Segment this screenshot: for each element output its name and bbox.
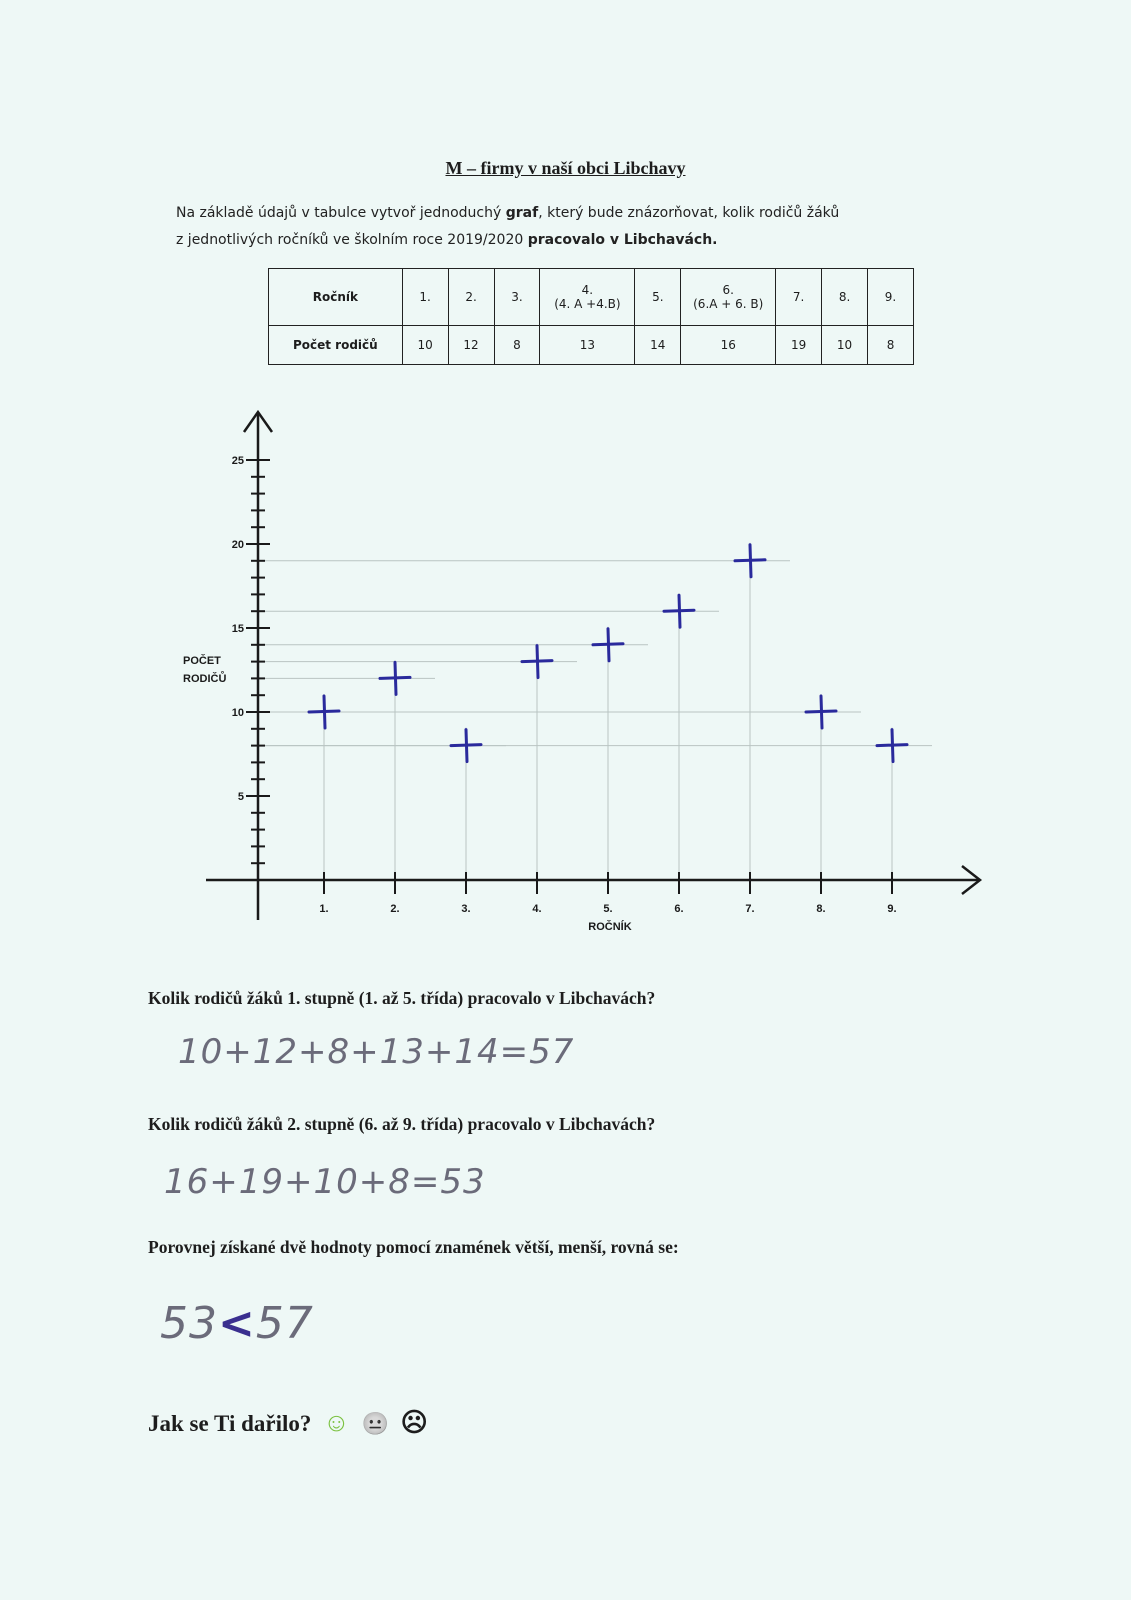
- table-cell-grade: 4.: [581, 283, 594, 297]
- marker-stroke-vertical: [395, 662, 396, 694]
- table-cell-parents: 8: [868, 326, 914, 365]
- question-3: Porovnej získané dvě hodnoty pomocí znamének větší, menší, rovná se:: [148, 1237, 679, 1257]
- marker-stroke-vertical: [466, 730, 467, 762]
- data-point-marker: [806, 696, 836, 728]
- instructions-line-2: [176, 229, 936, 251]
- table-cell-grade: 3.: [494, 269, 540, 326]
- table-cell-grade: 5.: [635, 269, 681, 326]
- y-axis-label: RODIČŮ: [183, 673, 227, 685]
- question-2: Kolik rodičů žáků 2. stupně (6. až 9. třída) pracovalo v Libchavách?: [148, 1114, 656, 1134]
- table-cell-parents: 16: [681, 326, 776, 365]
- neutral-face-icon[interactable]: 😐: [361, 1411, 389, 1436]
- chart: [0, 400, 1131, 960]
- answer-3-left: 53: [160, 1298, 218, 1349]
- y-tick-label: 20: [231, 539, 244, 551]
- y-tick-label: 15: [231, 623, 244, 635]
- instructions-bold-graf: graf: [505, 205, 539, 221]
- instructions-bold-place: pracovalo v Libchavách.: [527, 232, 718, 248]
- x-tick-label: 9.: [887, 903, 897, 915]
- instructions-text: , který bude znázorňovat, kolik rodičů žáků: [538, 205, 840, 221]
- y-tick-label: 5: [237, 791, 244, 803]
- table-cell-parents: 19: [776, 326, 822, 365]
- table-cell-grade: 1.: [402, 269, 448, 326]
- x-tick-label: 3.: [461, 903, 471, 915]
- y-tick-label: 10: [231, 707, 244, 719]
- marker-stroke-vertical: [537, 646, 538, 678]
- table-cell-parents: 14: [635, 326, 681, 365]
- marker-stroke-vertical: [608, 629, 609, 661]
- x-tick-label: 6.: [674, 903, 684, 915]
- x-axis-label: ROČNÍK: [588, 921, 632, 933]
- x-tick-label: 1.: [319, 903, 329, 915]
- answer-3-sign: <: [218, 1298, 256, 1349]
- table-cell-parents: 13: [540, 326, 635, 365]
- answer-3-right: 57: [255, 1298, 314, 1349]
- instructions-text: Na základě údajů v tabulce vytvoř jednoduchý: [176, 205, 506, 221]
- happy-face-icon[interactable]: ☺: [323, 1408, 350, 1437]
- answer-1: 10+12+8+13+14=57: [178, 1032, 575, 1072]
- data-point-marker: [735, 545, 765, 577]
- question-1: Kolik rodičů žáků 1. stupně (1. až 5. třída) pracovalo v Libchavách?: [148, 988, 656, 1008]
- x-tick-label: 5.: [603, 903, 613, 915]
- marker-stroke-vertical: [679, 595, 680, 627]
- table-cell-grade-sub: (6.A + 6. B): [693, 297, 764, 311]
- x-tick-label: 4.: [532, 903, 542, 915]
- table-cell-parents: 10: [822, 326, 868, 365]
- instructions-text: z jednotlivých ročníků ve školním roce 2019/2020: [176, 232, 528, 248]
- x-tick-label: 8.: [816, 903, 826, 915]
- table-cell-grade: 6.: [722, 283, 734, 297]
- data-point-marker: [664, 595, 694, 627]
- y-tick-label: 25: [231, 455, 244, 467]
- y-axis-label: POČET: [183, 655, 221, 667]
- table-cell-parents: 8: [494, 326, 540, 365]
- answer-2: 16+19+10+8=53: [164, 1162, 486, 1202]
- data-point-marker: [309, 696, 339, 728]
- answer-3: [160, 1298, 314, 1349]
- table-cell-grade-4: [540, 269, 635, 326]
- marker-stroke-vertical: [821, 696, 822, 728]
- table-header-parents: Počet rodičů: [269, 326, 403, 365]
- data-point-marker: [593, 629, 623, 661]
- closing-row: [148, 1408, 428, 1438]
- marker-stroke-vertical: [324, 696, 325, 728]
- table-row-grades: [269, 269, 914, 326]
- data-point-marker: [380, 662, 410, 694]
- table-cell-grade-6: [681, 269, 776, 326]
- instructions-line-1: [176, 202, 936, 224]
- table-header-grade: Ročník: [269, 269, 403, 326]
- closing-question: Jak se Ti dařilo?: [148, 1411, 312, 1436]
- data-table: [268, 268, 914, 365]
- data-point-marker: [522, 646, 552, 678]
- marker-stroke-vertical: [750, 545, 751, 577]
- table-cell-grade: 2.: [448, 269, 494, 326]
- table-cell-parents: 12: [448, 326, 494, 365]
- page-title: M – firmy v naší obci Libchavy: [445, 158, 686, 178]
- x-tick-label: 2.: [390, 903, 400, 915]
- data-point-marker: [877, 730, 907, 762]
- table-cell-grade: 9.: [868, 269, 914, 326]
- table-cell-parents: 10: [402, 326, 448, 365]
- sad-face-icon[interactable]: ☹: [400, 1408, 428, 1437]
- table-cell-grade-sub: (4. A +4.B): [554, 297, 621, 311]
- marker-stroke-vertical: [892, 730, 893, 762]
- data-point-marker: [451, 730, 481, 762]
- x-tick-label: 7.: [745, 903, 755, 915]
- table-cell-grade: 7.: [776, 269, 822, 326]
- table-row-parents: [269, 326, 914, 365]
- table-cell-grade: 8.: [822, 269, 868, 326]
